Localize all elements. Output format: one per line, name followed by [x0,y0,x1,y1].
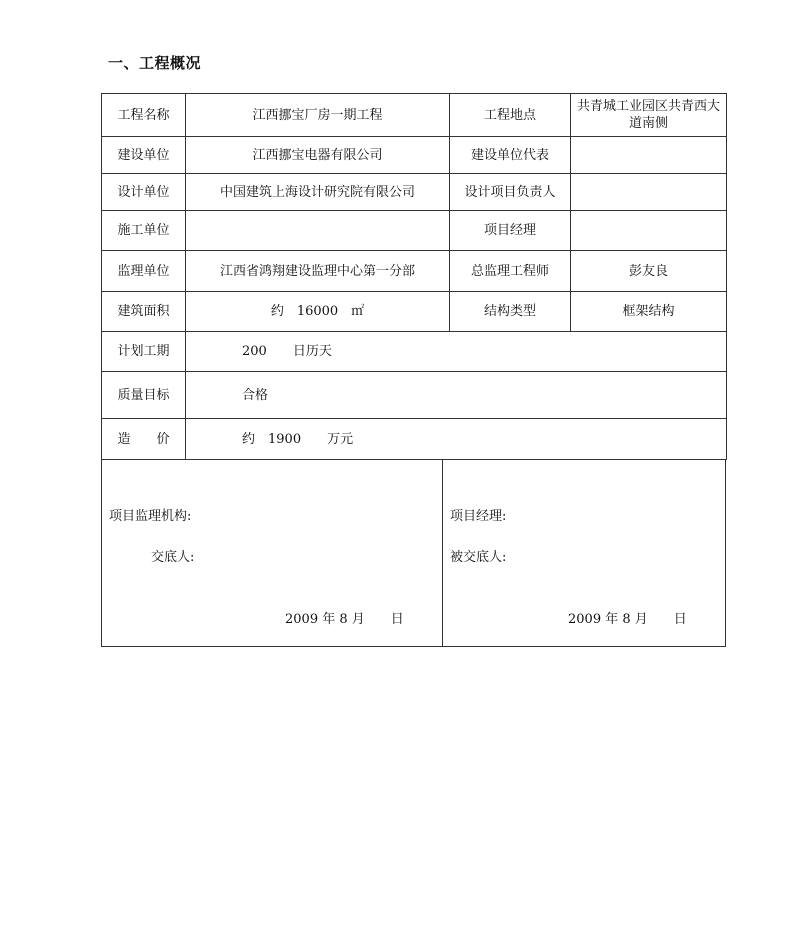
cell-label: 施工单位 [102,211,186,251]
cell-value: 约 16000 ㎡ [186,292,450,332]
cell-label: 设计项目负责人 [450,174,571,211]
cell-value: 200 日历天 [186,332,727,372]
recipient-label: 被交底人: [450,550,507,565]
section-heading: 一、工程概况 [108,54,202,72]
cell-value: 江西挪宝电器有限公司 [186,137,450,174]
cell-label: 工程地点 [450,94,571,137]
cell-label: 建筑面积 [102,292,186,332]
cell-value: 合格 [186,372,727,419]
cell-value: 共青城工业园区共青西大道南侧 [571,94,727,137]
table-row [102,332,727,372]
cell-value: 约 1900 万元 [186,419,727,460]
signature-section [101,459,726,647]
supervision-org-label: 项目监理机构: [109,509,192,524]
cell-value [571,174,727,211]
table-row [102,419,727,460]
cell-value: 彭友良 [571,251,727,292]
presenter-label: 交底人: [151,550,195,565]
signature-divider [442,459,443,646]
table-row [102,94,727,137]
table-row [102,211,727,251]
cell-label: 建设单位代表 [450,137,571,174]
cell-value [186,211,450,251]
left-date: 2009 年 8 月 日 [285,612,404,627]
cell-label: 计划工期 [102,332,186,372]
cell-label: 建设单位 [102,137,186,174]
table-row [102,372,727,419]
cell-value: 江西挪宝厂房一期工程 [186,94,450,137]
cell-label: 项目经理 [450,211,571,251]
cell-value: 江西省鸿翔建设监理中心第一分部 [186,251,450,292]
right-date: 2009 年 8 月 日 [568,612,687,627]
cell-label: 工程名称 [102,94,186,137]
table-row [102,292,727,332]
cell-label: 造 价 [102,419,186,460]
cell-value: 中国建筑上海设计研究院有限公司 [186,174,450,211]
cell-label: 结构类型 [450,292,571,332]
table-row [102,137,727,174]
table-row [102,174,727,211]
cell-label: 质量目标 [102,372,186,419]
cell-label: 监理单位 [102,251,186,292]
table-row [102,251,727,292]
cell-value [571,137,727,174]
project-overview-table [101,93,727,460]
project-manager-label: 项目经理: [450,509,507,524]
cell-value: 框架结构 [571,292,727,332]
cell-value [571,211,727,251]
cell-label: 设计单位 [102,174,186,211]
cell-label: 总监理工程师 [450,251,571,292]
